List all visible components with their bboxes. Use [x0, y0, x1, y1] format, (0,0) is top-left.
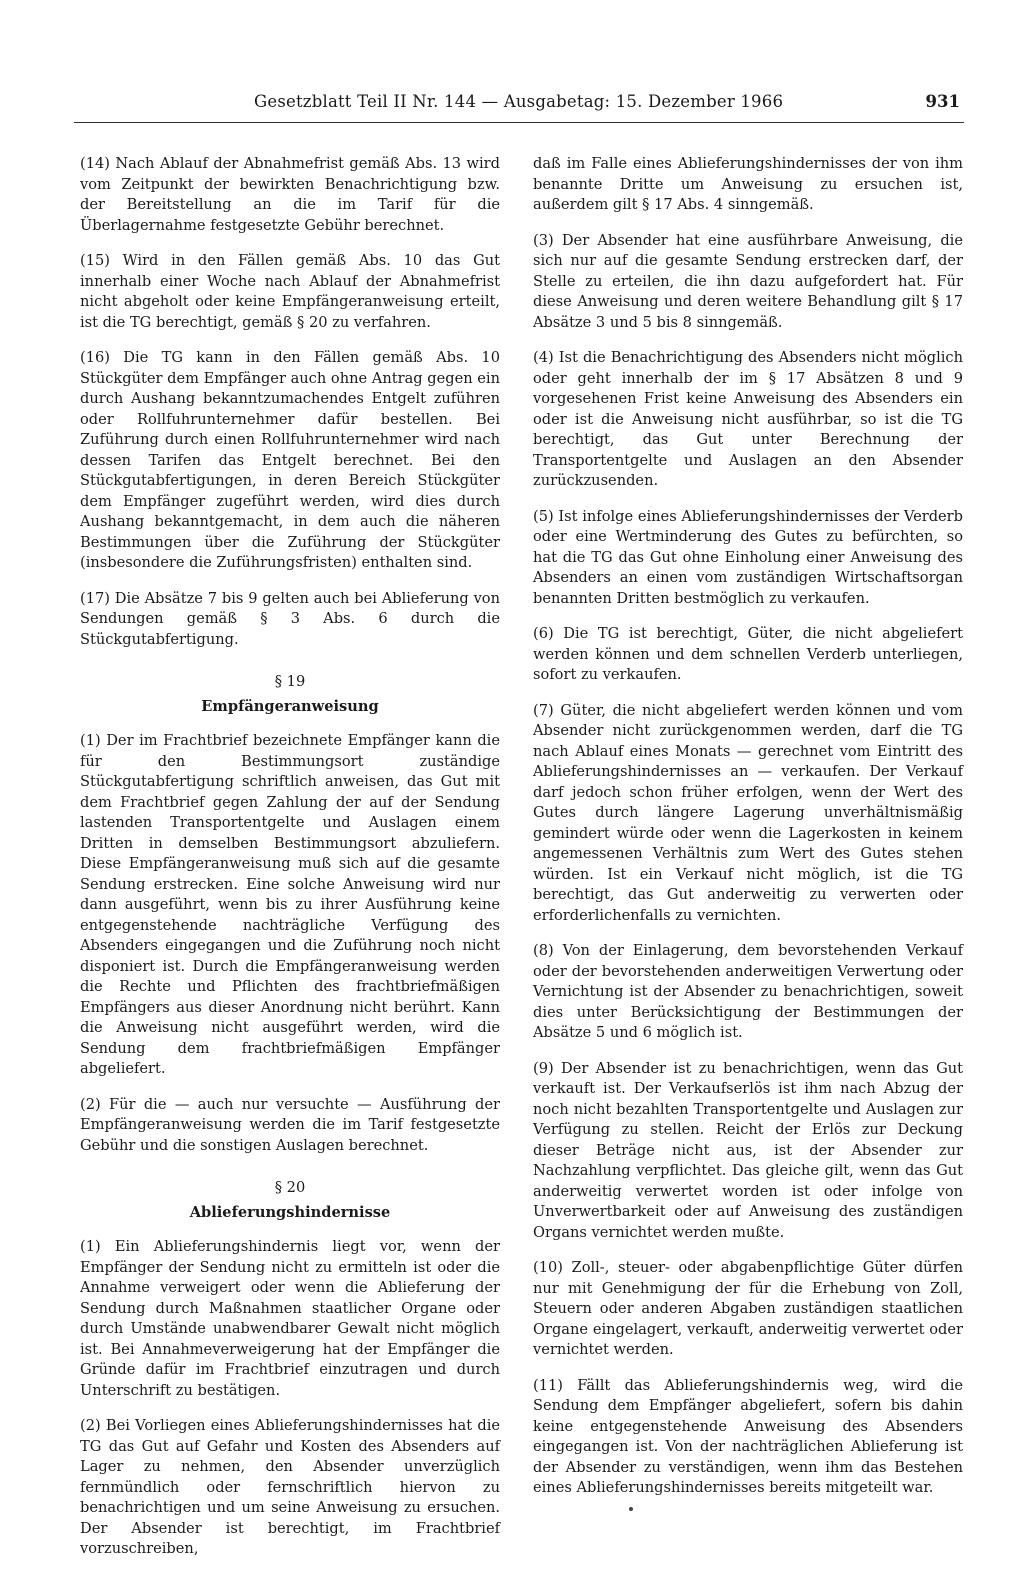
paragraph-11: (11) Fällt das Ablieferungshindernis weg, wird die Sendung dem Empfänger abgeliefert, sofern bis dahin keine entgegenstehende Anweisung des Absenders eingegangen ist. Von der nachträglichen Ablieferung ist der Absender zu verständigen, wenn ihm das Bestehen eines Ablieferungshindernisses bereits mitgeteilt war.	[533, 1376, 963, 1496]
section-20-number: § 20	[274, 1179, 306, 1196]
paragraph-17: (17) Die Absätze 7 bis 9 gelten auch bei Ablieferung von Sendungen gemäß § 3 Abs. 6 durch die Stückgutabfertigung.	[80, 589, 500, 648]
paragraph-6: (6) Die TG ist berechtigt, Güter, die nicht abgeliefert werden können und dem schnellen Verderb unterliegen, sofort zu verkaufen.	[533, 625, 963, 683]
right-column	[533, 154, 963, 1514]
paragraph-14: (14) Nach Ablauf der Abnahmefrist gemäß Abs. 13 wird vom Zeitpunkt der bewirkten Benachrichtigung bzw. der Bereitstellung an die im Tarif für die Überlagernahme festgesetzte Gebühr berechnet.	[80, 155, 500, 234]
section-19-title: Empfängeranweisung	[201, 697, 379, 715]
page-number: 931	[925, 92, 960, 111]
paragraph-9: (9) Der Absender ist zu benachrichtigen, wenn das Gut verkauft ist. Der Verkaufserlös ist ihm nach Abzug der noch nicht bezahlten Transportentgelte und Auslagen zur Verfügung zu stellen. Reicht der Erlös zur Deckung dieser Beträge nicht aus, ist der Absender zur Nachzahlung verpflichtet. Das gleiche gilt, wenn das Gut anderweitig verwertet worden ist oder infolge von Unverwertbarkeit oder auf Anweisung des zuständigen Organs vernichtet werden mußte.	[533, 1059, 963, 1241]
page-header	[74, 92, 964, 123]
paragraph-continuation: daß im Falle eines Ablieferungshindernisses der von ihm benannte Dritte um Anweisung zu ersuchen ist, außerdem gilt § 17 Abs. 4 sinngemäß.	[533, 155, 963, 213]
paragraph-5: (5) Ist infolge eines Ablieferungshindernisses der Verderb oder eine Wertminderung des Gutes zu befürchten, so hat die TG das Gut ohne Einholung einer Anweisung des Absenders an einen vom zuständigen Wirtschaftsorgan benannten Dritten bestmöglich zu verkaufen.	[533, 507, 963, 607]
section-19-paragraph-1: (1) Der im Frachtbrief bezeichnete Empfänger kann die für den Bestimmungsort zuständige Stückgutabfertigung schriftlich anweisen, das Gut mit dem Frachtbrief gegen Zahlung der auf der Sendung lastenden Transportentgelte und Auslagen einem Dritten in demselben Bestimmungsort abzuliefern. Diese Empfängeranweisung muß sich auf die gesamte Sendung erstrecken. Eine solche Anweisung wird nur dann ausgeführt, wenn bis zu ihrer Ausführung keine entgegenstehende nachträgliche Verfügung des Absenders eingegangen und die Zuführung noch nicht disponiert ist. Durch die Empfängeranweisung werden die Rechte und Pflichten des frachtbriefmäßigen Empfängers aus dieser Anordnung nicht berührt. Kann die Anweisung nicht ausgeführt werden, wird die Sendung dem frachtbriefmäßigen Empfänger abgeliefert.	[80, 732, 500, 1077]
paragraph-7: (7) Güter, die nicht abgeliefert werden können und vom Absender nicht zurückgenommen werden, darf die TG nach Ablauf eines Monats — gerechnet vom Eintritt des Ablieferungshindernisses an — verkaufen. Der Verkauf darf jedoch schon früher erfolgen, wenn der Wert des Gutes durch längere Lagerung unverhältnismäßig gemindert würde oder wenn die Lagerkosten in keinem angemessenen Verhältnis zum Wert des Gutes stehen würden. Ist ein Verkauf nicht möglich, ist die TG berechtigt, das Gut anderweitig zu verwerten oder erforderlichenfalls zu vernichten.	[533, 701, 963, 924]
section-20-paragraph-1: (1) Ein Ablieferungshindernis liegt vor, wenn der Empfänger der Sendung nicht zu ermitteln ist oder die Annahme verweigert oder wenn die Ablieferung der Sendung durch Maßnahmen staatlicher Organe oder durch Umstände unabwendbarer Gewalt nicht möglich ist. Bei Annahmeverweigerung hat der Empfänger die Gründe dafür im Frachtbrief einzutragen und durch Unterschrift zu bestätigen.	[80, 1238, 500, 1399]
section-19-paragraph-2: (2) Für die — auch nur versuchte — Ausführung der Empfängeranweisung werden die im Tarif festgesetzte Gebühr und die sonstigen Auslagen berechnet.	[80, 1095, 500, 1154]
section-20-title: Ablieferungshindernisse	[189, 1203, 391, 1221]
paragraph-8: (8) Von der Einlagerung, dem bevorstehenden Verkauf oder der bevorstehenden anderweitigen Verwertung oder Vernichtung ist der Absender zu benachrichtigen, soweit dies unter Berücksichtigung der Bestimmungen der Absätze 5 und 6 möglich ist.	[533, 942, 963, 1041]
paragraph-3: (3) Der Absender hat eine ausführbare Anweisung, die sich nur auf die gesamte Sendung erstrecken darf, der Stelle zu erteilen, die ihn dazu aufgefordert hat. Für diese Anweisung und deren weitere Behandlung gilt § 17 Absätze 3 und 5 bis 8 sinngemäß.	[533, 231, 963, 331]
paragraph-4: (4) Ist die Benachrichtigung des Absenders nicht möglich oder geht innerhalb der im § 17 Absätzen 8 und 9 vorgesehenen Frist keine Anweisung des Absenders ein oder ist die Anweisung nicht ausführbar, so ist die TG berechtigt, das Gut unter Berechnung der Transportentgelte und Auslagen an den Absender zurückzusenden.	[533, 349, 963, 489]
section-20-paragraph-2: (2) Bei Vorliegen eines Ablieferungshindernisses hat die TG das Gut auf Gefahr und Kosten des Absenders auf Lager zu nehmen, den Absender unverzüglich fernmündlich oder fernschriftlich hiervon zu benachrichtigen und um seine Anweisung zu ersuchen. Der Absender ist berechtigt, im Frachtbrief vorzuschreiben,	[80, 1417, 500, 1557]
paragraph-10: (10) Zoll-, steuer- oder abgabenpflichtige Güter dürfen nur mit Genehmigung der für die Erhebung von Zoll, Steuern oder anderen Abgaben zuständigen staatlichen Organe eingelagert, verkauft, anderweitig verwertet oder vernichtet werden.	[533, 1259, 963, 1358]
print-speck	[629, 1507, 633, 1511]
paragraph-16: (16) Die TG kann in den Fällen gemäß Abs. 10 Stückgüter dem Empfänger auch ohne Antrag gegen ein durch Aushang bekanntzumachendes Entgelt zuführen oder Rollfuhrunternehmer dafür bestellen. Bei Zuführung durch einen Rollfuhrunternehmer wird nach dessen Tarifen das Entgelt berechnet. Bei den Stückgutabfertigungen, in deren Bereich Stückgüter dem Empfänger zugeführt werden, wird dies durch Aushang bekanntgemacht, in dem auch die näheren Bestimmungen über die Zuführung der Stückgüter (insbesondere die Zuführungsfristen) enthalten sind.	[80, 349, 500, 571]
left-column	[80, 154, 500, 1575]
header-title: Gesetzblatt Teil II Nr. 144 — Ausgabetag: 15. Dezember 1966	[254, 92, 784, 111]
paragraph-15: (15) Wird in den Fällen gemäß Abs. 10 das Gut innerhalb einer Woche nach Ablauf der Abnahmefrist nicht abgeholt oder keine Empfängeranweisung erteilt, ist die TG berechtigt, gemäß § 20 zu verfahren.	[80, 252, 500, 331]
section-19-number: § 19	[274, 673, 306, 690]
